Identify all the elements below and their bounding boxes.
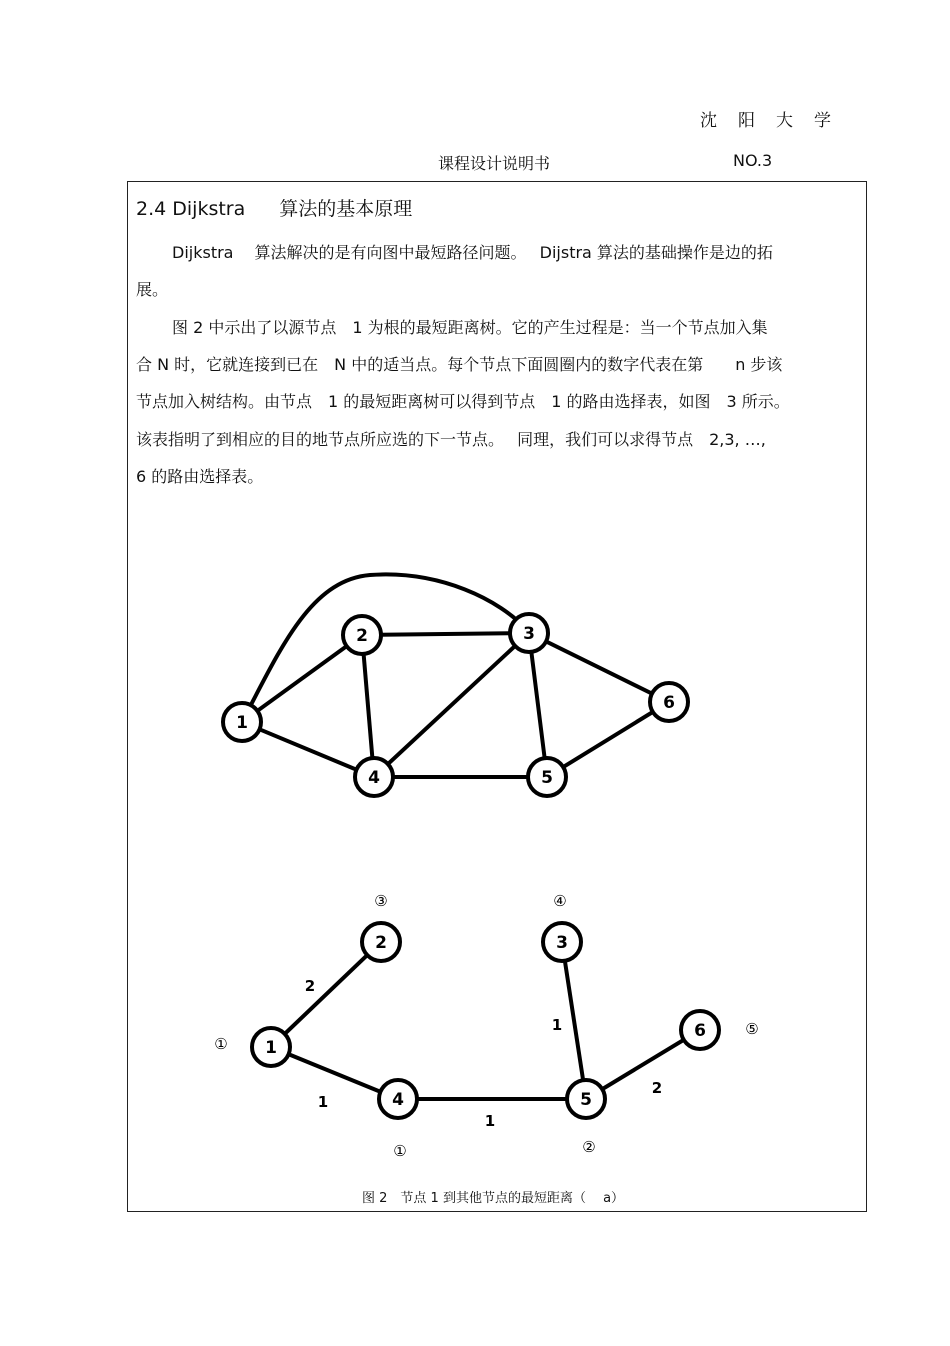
tree-node (567, 1080, 605, 1118)
tree-edges (271, 942, 700, 1099)
graph-edge (242, 722, 374, 777)
tree-nodes (252, 923, 719, 1118)
node-label: 1 (236, 713, 248, 733)
graph-edge (362, 633, 529, 635)
paragraph-line: Dijkstra 算法解决的是有向图中最短路径问题。 Dijstra 算法的基础操作是边的拓 (172, 243, 773, 262)
paragraph-line: 合 N 时，它就连接到已在 N 中的适当点。每个节点下面圆圈内的数字代表在第 n 步该 (136, 355, 783, 374)
edge-weight-label: 2 (651, 1079, 663, 1097)
tree-edge (562, 942, 586, 1099)
section-title: 算法的基本原理 (279, 198, 413, 220)
network-nodes (223, 614, 688, 796)
graph-edge (374, 633, 529, 777)
university-char: 大 (776, 111, 793, 131)
graph-node (343, 616, 381, 654)
graph-node (510, 614, 548, 652)
network-graph (242, 574, 669, 777)
node-label: 2 (375, 933, 387, 953)
step-label: ⑤ (745, 1020, 759, 1038)
tree-edge-labels (305, 977, 662, 1130)
node-label: 2 (356, 626, 368, 646)
tree-node (543, 923, 581, 961)
graph-node (223, 703, 261, 741)
graph-edge (529, 633, 547, 777)
node-label: 4 (392, 1090, 404, 1110)
step-label: ① (214, 1035, 228, 1053)
figure-caption: 图 2 节点 1 到其他节点的最短距离（ a） (362, 1191, 625, 1206)
tree-node (362, 923, 400, 961)
edge-weight-label: 1 (484, 1112, 496, 1130)
paragraph-line: 该表指明了到相应的目的地节点所应选的下一节点。 同理，我们可以求得节点 2,3, …, (136, 430, 766, 449)
edge-weight-label: 1 (317, 1093, 329, 1111)
node-label: 3 (523, 624, 535, 644)
document-subtitle: 课程设计说明书 (438, 154, 551, 173)
graph-edge (242, 574, 527, 722)
university-char: 学 (814, 111, 831, 131)
node-label: 1 (265, 1038, 277, 1058)
tree-node (681, 1011, 719, 1049)
section-number: 2.4 Dijkstra (136, 198, 246, 220)
node-label: 5 (541, 768, 553, 788)
university-char: 阳 (738, 111, 755, 131)
paragraph-line: 节点加入树结构。由节点 1 的最短距离树可以得到节点 1 的路由选择表，如图 3 所示。 (136, 392, 790, 411)
tree-edge (271, 942, 381, 1047)
edge-weight-label: 2 (304, 977, 316, 995)
graph-edge (529, 633, 669, 702)
step-label: ② (582, 1138, 596, 1156)
node-label: 3 (556, 933, 568, 953)
step-label: ③ (374, 892, 388, 910)
node-label: 4 (368, 768, 380, 788)
graph-node (355, 758, 393, 796)
tree-node (252, 1028, 290, 1066)
node-label: 5 (580, 1090, 592, 1110)
graph-edge (242, 635, 362, 722)
graph-node (650, 683, 688, 721)
page-number: NO.3 (733, 151, 773, 170)
university-char: 沈 (700, 111, 717, 131)
step-label: ④ (553, 892, 567, 910)
step-label: ① (393, 1142, 407, 1160)
graph-node (528, 758, 566, 796)
tree-node (379, 1080, 417, 1118)
paragraph-line: 6 的路由选择表。 (136, 467, 264, 486)
graph-edge (547, 702, 669, 777)
node-label: 6 (694, 1021, 706, 1041)
paragraph-line: 展。 (136, 280, 169, 299)
node-label: 6 (663, 693, 675, 713)
edge-weight-label: 1 (551, 1016, 563, 1034)
graph-edge (362, 635, 374, 777)
paragraph-line: 图 2 中示出了以源节点 1 为根的最短距离树。它的产生过程是：当一个节点加入集 (172, 318, 768, 337)
